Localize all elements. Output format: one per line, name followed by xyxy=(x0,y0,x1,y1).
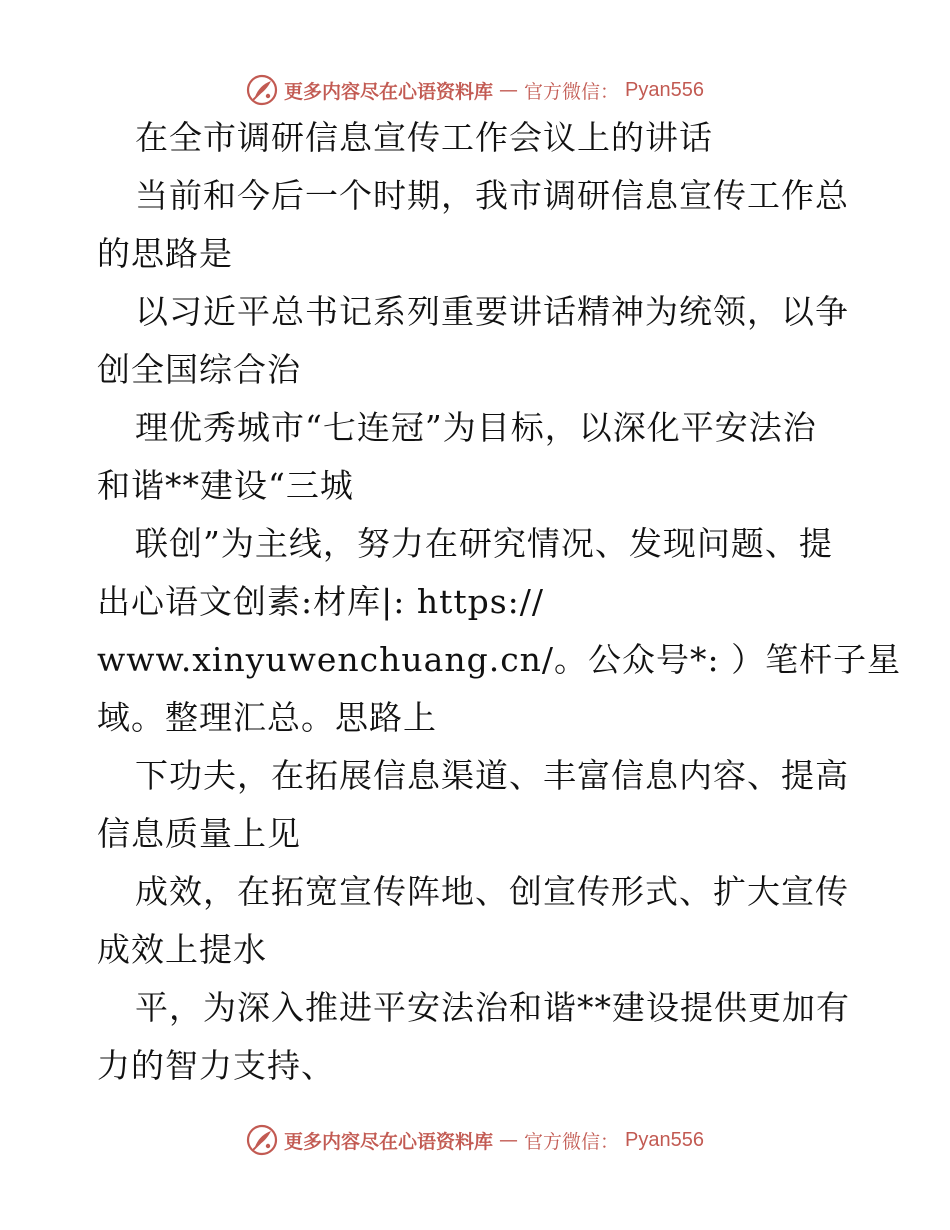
watermark-wechat-label: 官方微信： xyxy=(524,80,620,103)
watermark-wechat-id: Pyan556 xyxy=(625,78,704,101)
watermark-brand-text: 更多内容尽在心语资料库 xyxy=(284,80,494,103)
watermark-dash: — xyxy=(499,1129,519,1151)
watermark-wechat-label: 官方微信： xyxy=(524,1130,620,1153)
paragraph-line: 成效上提水 xyxy=(97,930,267,969)
feather-pen-logo-icon xyxy=(246,1124,278,1156)
paragraph-line: 以习近平总书记系列重要讲话精神为统领，以争 xyxy=(135,292,849,331)
footer-watermark-banner xyxy=(0,1120,950,1160)
paragraph-line: 成效，在拓宽宣传阵地、创宣传形式、扩大宣传 xyxy=(135,872,849,911)
paragraph-line: 联创”为主线，努力在研究情况、发现问题、提 xyxy=(135,524,833,563)
paragraph-line: 的思路是 xyxy=(97,234,233,273)
feather-pen-logo-icon xyxy=(246,74,278,106)
document-title: 在全市调研信息宣传工作会议上的讲话 xyxy=(135,118,713,157)
paragraph-line: 和谐**建设“三城 xyxy=(97,466,354,505)
watermark-brand-text: 更多内容尽在心语资料库 xyxy=(284,1130,494,1153)
paragraph-line: 出心语文创素:材库|: https:// xyxy=(97,582,545,621)
paragraph-line: 平，为深入推进平安法治和谐**建设提供更加有 xyxy=(135,988,850,1027)
paragraph-line: 力的智力支持、 xyxy=(97,1046,335,1085)
header-watermark-banner xyxy=(0,70,950,110)
paragraph-line: 当前和今后一个时期，我市调研信息宣传工作总 xyxy=(135,176,849,215)
watermark-wechat-id: Pyan556 xyxy=(625,1128,704,1151)
paragraph-line: 下功夫，在拓展信息渠道、丰富信息内容、提高 xyxy=(135,756,849,795)
paragraph-line: www.xinyuwenchuang.cn/。公众号*: ）笔杆子星 xyxy=(97,640,902,679)
paragraph-line: 域。整理汇总。思路上 xyxy=(97,698,437,737)
paragraph-line: 理优秀城市“七连冠”为目标，以深化平安法治 xyxy=(135,408,817,447)
watermark-dash: — xyxy=(499,79,519,101)
paragraph-line: 信息质量上见 xyxy=(97,814,301,853)
paragraph-line: 创全国综合治 xyxy=(97,350,301,389)
